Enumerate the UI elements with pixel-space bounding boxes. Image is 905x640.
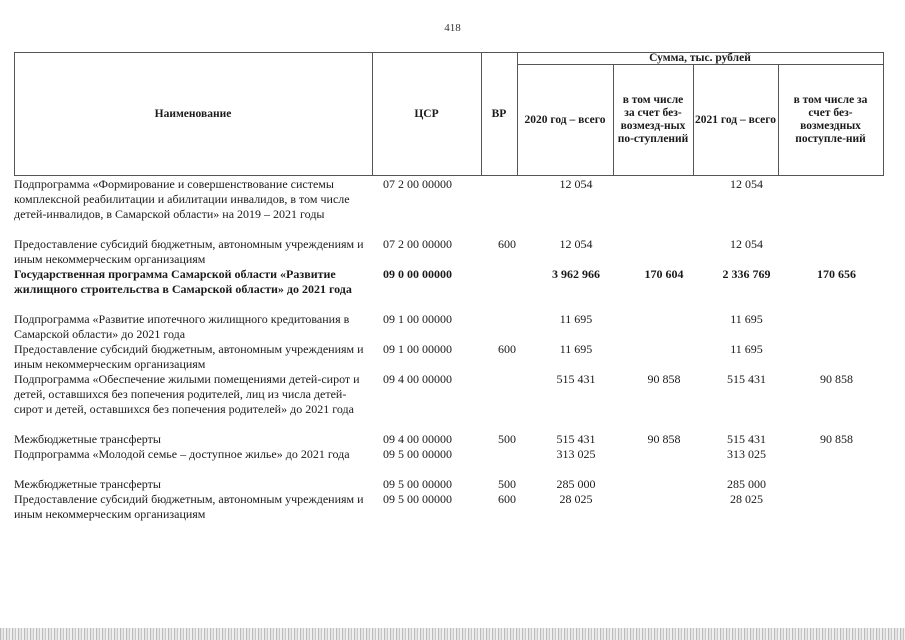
- row-name: Государственная программа Самарской области «Развитие жилищного строительства в Самарской области» до 2021 года: [14, 267, 352, 296]
- row-2020-total: 28 025: [559, 492, 593, 506]
- row-2020-total: 11 695: [559, 342, 593, 356]
- header-2021-free: в том числе за счет без-возмездных поступле-ний: [793, 94, 868, 145]
- row-csr: 09 4 00 00000: [383, 432, 452, 446]
- row-2020-free: 90 858: [647, 432, 681, 446]
- header-sum: Сумма, тыс. рублей: [649, 51, 751, 64]
- row-name: Межбюджетные трансферты: [14, 477, 161, 491]
- row-vr: 500: [498, 432, 516, 446]
- row-2020-total: 11 695: [559, 312, 593, 326]
- header-2020-total: 2020 год – всего: [524, 113, 606, 126]
- header-2020-free: в том числе за счет без-возмезд-ных по-ступлений: [617, 94, 689, 145]
- row-name: Предоставление субсидий бюджетным, автономным учреждениям и иным некоммерческим организациям: [14, 342, 364, 371]
- row-csr: 07 2 00 00000: [383, 237, 452, 251]
- table-row: [14, 237, 884, 267]
- row-vr: 600: [498, 237, 516, 251]
- row-2021-total: 11 695: [730, 342, 763, 356]
- row-name: Предоставление субсидий бюджетным, автономным учреждениям и иным некоммерческим организациям: [14, 237, 364, 266]
- table-row: [14, 447, 884, 477]
- row-2020-free: 170 604: [644, 267, 684, 281]
- table-body: [14, 177, 884, 522]
- row-name: Подпрограмма «Формирование и совершенствование системы комплексной реабилитации и абилитации инвалидов, в том числе детей-инвалидов, в Самарской области» на 2019 – 2021 годы: [14, 177, 350, 221]
- row-csr: 07 2 00 00000: [383, 177, 452, 191]
- row-2020-free: 90 858: [647, 372, 681, 386]
- row-2021-total: 515 431: [727, 372, 766, 386]
- row-2021-free: 90 858: [820, 372, 853, 386]
- row-2020-total: 515 431: [556, 372, 596, 386]
- table-row: [14, 312, 884, 342]
- header-2021-total: 2021 год – всего: [695, 113, 776, 126]
- row-name: Подпрограмма «Развитие ипотечного жилищного кредитования в Самарской области» до 2021 года: [14, 312, 350, 341]
- table-row: [14, 477, 884, 492]
- row-name: Подпрограмма «Обеспечение жилыми помещениями детей-сирот и детей, оставшихся без попечения родителей, лиц из числа детей-сирот и детей, оставшихся без попечения родителей» до 2021 года: [14, 372, 360, 416]
- table-row: [14, 342, 884, 372]
- row-2021-total: 285 000: [727, 477, 766, 491]
- row-vr: 600: [498, 342, 516, 356]
- row-csr: 09 1 00 00000: [383, 342, 452, 356]
- header-vr: ВР: [491, 107, 507, 120]
- table-row: [14, 492, 884, 522]
- row-2020-total: 285 000: [556, 477, 596, 491]
- row-2021-total: 12 054: [730, 237, 763, 251]
- table-row: [14, 372, 884, 432]
- row-2020-total: 12 054: [559, 237, 593, 251]
- row-2021-total: 11 695: [730, 312, 763, 326]
- scan-edge: [0, 628, 905, 640]
- row-csr: 09 5 00 00000: [383, 492, 452, 506]
- row-name: Межбюджетные трансферты: [14, 432, 161, 446]
- row-2021-total: 28 025: [730, 492, 763, 506]
- row-2021-free: 90 858: [820, 432, 853, 446]
- row-2021-total: 2 336 769: [722, 267, 771, 281]
- row-2021-free: 170 656: [817, 267, 856, 281]
- row-csr: 09 5 00 00000: [383, 447, 452, 461]
- row-name: Предоставление субсидий бюджетным, автономным учреждениям и иным некоммерческим организациям: [14, 492, 364, 521]
- row-2021-total: 313 025: [727, 447, 766, 461]
- table-row: [14, 177, 884, 237]
- table-row: [14, 267, 884, 312]
- row-2021-total: 12 054: [730, 177, 763, 191]
- row-vr: 600: [498, 492, 516, 506]
- page-number: 418: [444, 22, 461, 34]
- row-csr: 09 1 00 00000: [383, 312, 452, 326]
- row-csr: 09 5 00 00000: [383, 477, 452, 491]
- header-csr: ЦСР: [414, 107, 439, 120]
- row-2020-total: 515 431: [556, 432, 596, 446]
- row-csr: 09 0 00 00000: [383, 267, 452, 281]
- table-header: [14, 52, 884, 176]
- row-2020-total: 313 025: [556, 447, 596, 461]
- row-2020-total: 3 962 966: [552, 267, 600, 281]
- table-row: [14, 432, 884, 447]
- row-name: Подпрограмма «Молодой семье – доступное жилье» до 2021 года: [14, 447, 350, 461]
- row-csr: 09 4 00 00000: [383, 372, 452, 386]
- row-vr: 500: [498, 477, 516, 491]
- header-name: Наименование: [154, 107, 232, 120]
- row-2021-total: 515 431: [727, 432, 766, 446]
- row-2020-total: 12 054: [559, 177, 593, 191]
